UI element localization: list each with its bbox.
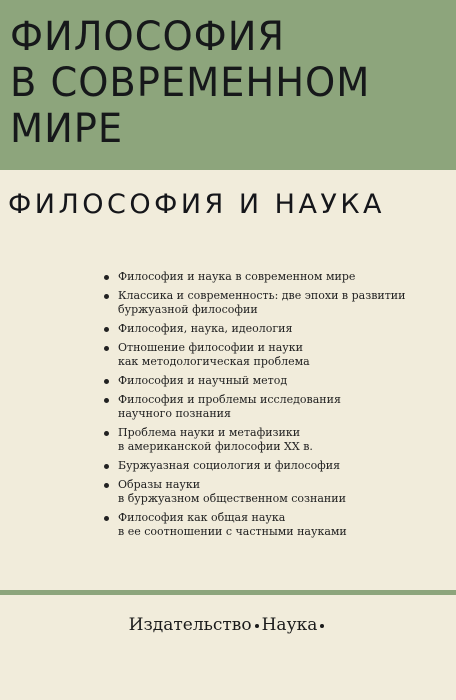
contents-item-text: Философия и наука в современном мире	[118, 270, 356, 283]
bullet-icon	[104, 431, 109, 436]
publisher-label: Издательство	[128, 615, 252, 635]
dot-separator-icon	[320, 624, 324, 628]
contents-item	[104, 426, 434, 454]
contents-item-text: Проблема науки и метафизики в американской философии XX в.	[118, 426, 313, 453]
contents-item-text: Философия, наука, идеология	[118, 322, 293, 335]
bullet-icon	[104, 483, 109, 488]
contents-item-text: Философия и проблемы исследования научного познания	[118, 393, 341, 420]
series-band	[0, 0, 456, 170]
bullet-icon	[104, 464, 109, 469]
contents-item	[104, 374, 434, 388]
bullet-icon	[104, 275, 109, 280]
contents-item	[104, 322, 434, 336]
book-title: ФИЛОСОФИЯ И НАУКА	[8, 189, 386, 220]
contents-item-text: Отношение философии и науки как методологическая проблема	[118, 341, 310, 368]
contents-item-text: Философия и научный метод	[118, 374, 288, 387]
contents-item-text: Философия как общая наука в ее соотношении с частными науками	[118, 511, 347, 538]
contents-item	[104, 393, 434, 421]
contents-item-text: Буржуазная социология и философия	[118, 459, 341, 472]
bullet-icon	[104, 516, 109, 521]
bullet-icon	[104, 327, 109, 332]
contents-item	[104, 289, 434, 317]
contents-item-text: Классика и современность: две эпохи в развитии буржуазной философии	[118, 289, 406, 316]
bullet-icon	[104, 346, 109, 351]
contents-item	[104, 270, 434, 284]
contents-item	[104, 511, 434, 539]
dot-separator-icon	[255, 624, 259, 628]
contents-item-text: Образы науки в буржуазном общественном сознании	[118, 478, 346, 505]
bullet-icon	[104, 398, 109, 403]
bullet-icon	[104, 294, 109, 299]
bullet-icon	[104, 379, 109, 384]
series-title: ФИЛОСОФИЯ В СОВРЕМЕННОМ МИРЕ	[10, 14, 371, 152]
contents-item	[104, 478, 434, 506]
contents-list	[104, 270, 434, 544]
contents-item	[104, 459, 434, 473]
publisher-name: Наука	[261, 615, 318, 635]
publisher	[0, 614, 456, 636]
bottom-divider-band	[0, 590, 456, 595]
contents-item	[104, 341, 434, 369]
